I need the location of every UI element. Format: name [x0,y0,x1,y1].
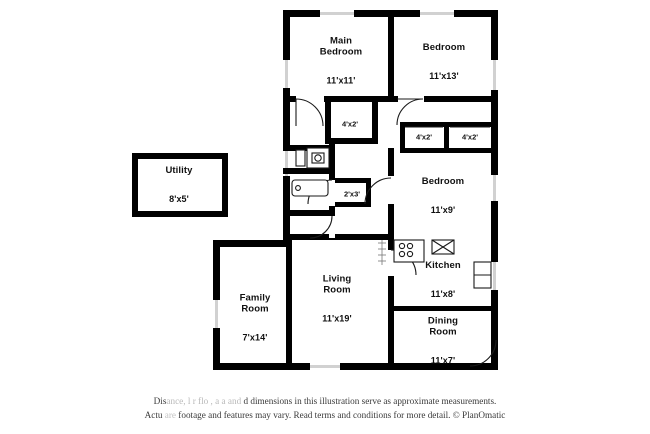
room-name: Dining Room [427,315,459,338]
disclaimer-line2-faded: are [162,409,176,420]
room-dimensions: 11'x9' [430,205,456,216]
room-dimensions: 11'x13' [429,71,459,82]
room-name: Living Room [322,273,352,296]
room-name: Bedroom [422,41,466,53]
room-dimensions: 11'x8' [430,289,456,300]
closet-label-main: 4'x2' [341,119,359,129]
disclaimer-line1-faded: ance, l r flo , a a and [166,396,242,407]
room-dimensions: 11'x11' [326,75,356,86]
disclaimer-line1-pre: Dis [153,396,167,407]
room-name: Family Room [239,292,271,315]
disclaimer-line2-pre: Actu [144,409,163,420]
room-name: Bedroom [421,175,465,187]
room-dimensions: 7'x14' [242,332,268,343]
room-dimensions: 8'x5' [169,194,189,205]
disclaimer-line-1 [0,395,650,408]
closet-label-bath: 2'x3' [343,189,361,199]
room-name: Main Bedroom [319,35,363,58]
room-dimensions: 11'x7' [430,355,456,366]
disclaimer-line1-post: d dimensions in this illustration serve as approximate measurements. [241,396,497,407]
disclaimer [0,395,650,422]
closet-label-hall-b: 4'x2' [461,132,479,142]
disclaimer-line-2 [0,409,650,422]
disclaimer-line2-post: footage and features may vary. Read terms and conditions for more detail. © PlanOmatic [176,409,506,420]
room-name: Utility [165,164,193,176]
room-dimensions: 11'x19' [322,313,352,324]
closet-label-hall-a: 4'x2' [415,132,433,142]
room-name: Kitchen [425,259,461,271]
